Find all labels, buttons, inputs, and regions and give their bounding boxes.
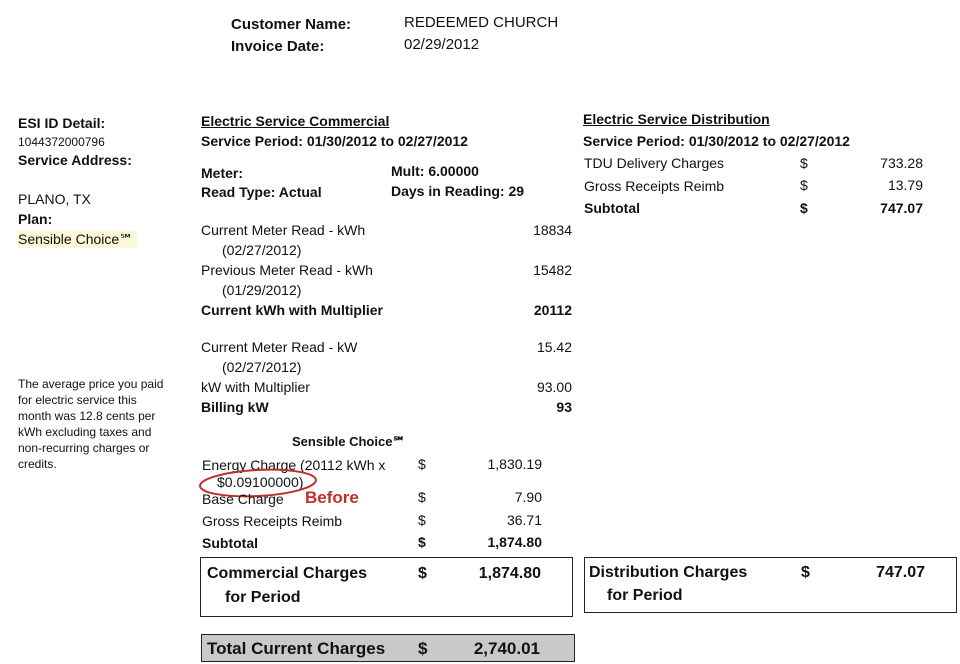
current-kwh-date: (02/27/2012) [222,242,302,258]
tdu-delivery-value: 733.28 [880,155,923,171]
distribution-subtotal-value: 747.07 [880,200,923,216]
current-kwh-value: 18834 [533,222,572,238]
distribution-period-label-1: Distribution Charges [589,564,748,581]
current-kw-value: 15.42 [536,339,572,355]
commercial-period-currency: $ [418,565,427,582]
previous-kwh-label: Previous Meter Read - kWh [201,262,373,278]
plan-heading: Sensible Choice℠ [292,434,406,449]
gross-receipts-label: Gross Receipts Reimb [202,513,343,529]
base-charge-value: 7.90 [514,489,542,505]
energy-charge-label: Energy Charge (20112 kWh x [202,457,386,473]
energy-charge-value: 1,830.19 [487,456,542,472]
commercial-charges-box [200,557,573,617]
distribution-period-value: 747.07 [876,564,925,581]
current-kwh-mult-value: 20112 [533,302,572,318]
gross-receipts-value: 36.71 [506,512,542,528]
commercial-subtotal-currency: $ [418,534,426,550]
read-type: Read Type: Actual [201,184,322,200]
plan-value: Sensible Choice℠ [18,231,137,248]
meter-label: Meter: [201,165,244,181]
days-in-reading: Days in Reading: 29 [391,183,525,199]
billing-kw-label: Billing kW [201,399,269,415]
note-line: non-recurring charges or [18,441,150,455]
note-line: credits. [18,457,57,471]
tdu-currency: $ [800,155,808,171]
note-line: month was 12.8 cents per [18,409,156,423]
previous-kwh-value: 15482 [533,262,572,278]
current-kw-label: Current Meter Read - kW [201,339,358,355]
total-value: 2,740.01 [473,639,540,658]
distribution-title: Electric Service Distribution [583,111,770,127]
distribution-period-currency: $ [801,564,810,581]
current-kwh-label: Current Meter Read - kWh [201,222,366,238]
note-line: for electric service this [18,393,137,407]
esi-id-value: 1044372000796 [18,135,105,149]
commercial-title: Electric Service Commercial [201,113,390,129]
gross-currency: $ [418,512,426,528]
service-address-label: Service Address: [18,152,132,168]
tdu-delivery-label: TDU Delivery Charges [584,155,725,171]
commercial-service-period: Service Period: 01/30/2012 to 02/27/2012 [201,133,468,149]
base-currency: $ [418,489,426,505]
before-annotation: Before [305,488,359,507]
esi-id-label: ESI ID Detail: [18,115,106,131]
current-kw-date: (02/27/2012) [222,359,302,375]
commercial-subtotal-value: 1,874.80 [487,534,542,550]
customer-name-label: Customer Name: [231,16,352,33]
energy-rate: $0.09100000) [217,474,304,490]
invoice-date-label: Invoice Date: [231,38,325,55]
distribution-subtotal-currency: $ [800,200,808,216]
note-line: The average price you paid [18,377,164,391]
commercial-period-label-2: for Period [225,589,301,606]
previous-kwh-date: (01/29/2012) [222,282,302,298]
distribution-charges-box [584,557,957,613]
total-label: Total Current Charges [207,639,386,658]
commercial-period-label-1: Commercial Charges [207,565,368,582]
distribution-gross-currency: $ [800,177,808,193]
distribution-gross-value: 13.79 [887,177,923,193]
energy-currency: $ [418,456,426,472]
plan-label: Plan: [18,211,53,227]
total-current-charges-box [201,634,575,662]
kw-mult-value: 93.00 [536,379,572,395]
commercial-period-value: 1,874.80 [478,565,541,582]
note-line: kWh excluding taxes and [18,425,152,439]
distribution-gross-label: Gross Receipts Reimb [584,178,725,194]
service-city: PLANO, TX [18,191,91,207]
commercial-subtotal-label: Subtotal [202,535,258,551]
total-currency: $ [418,639,428,658]
kw-mult-label: kW with Multiplier [201,379,310,395]
invoice-date-value: 02/29/2012 [404,36,480,53]
current-kwh-mult-label: Current kWh with Multiplier [201,302,383,318]
distribution-subtotal-label: Subtotal [584,200,640,216]
customer-name-value: REDEEMED CHURCH [404,14,559,31]
billing-kw-value: 93 [556,399,572,415]
average-price-note [18,376,163,472]
distribution-service-period: Service Period: 01/30/2012 to 02/27/2012 [583,133,850,149]
base-charge-label: Base Charge [202,491,284,507]
distribution-period-label-2: for Period [607,587,683,604]
mult-value: Mult: 6.00000 [391,163,479,179]
